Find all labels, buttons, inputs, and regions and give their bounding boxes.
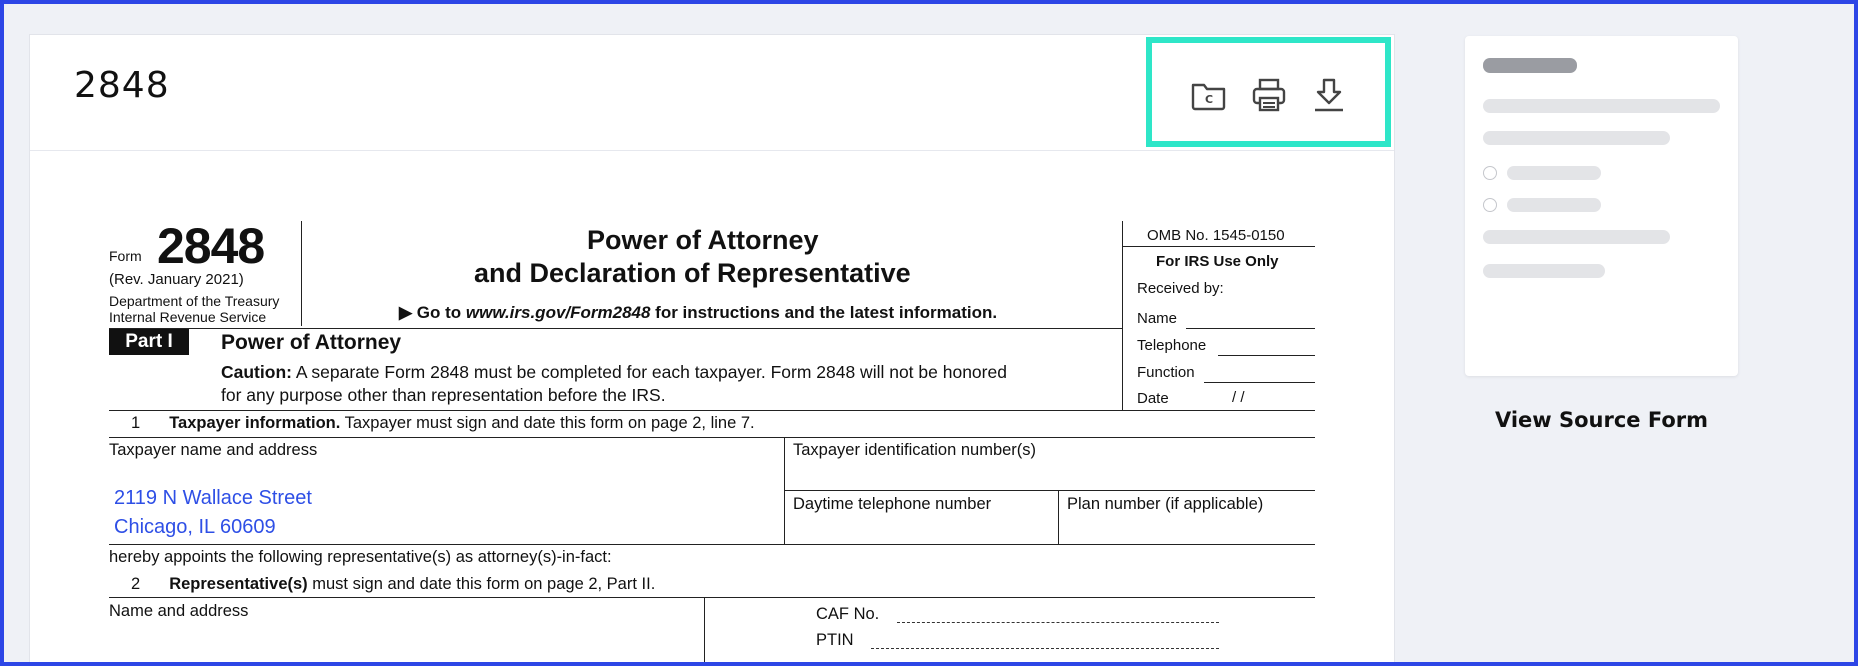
source-form-preview-card[interactable]	[1465, 36, 1738, 376]
skeleton-title-bar	[1483, 58, 1577, 73]
skeleton-line	[1483, 99, 1720, 113]
folder-icon	[1190, 76, 1228, 114]
omb-number: OMB No. 1545-0150	[1147, 227, 1285, 244]
caution-text-line2: for any purpose other than representation before the IRS.	[221, 385, 666, 405]
printer-icon	[1250, 76, 1288, 114]
irs-function-label: Function	[1137, 364, 1195, 381]
skeleton-line	[1483, 264, 1605, 278]
representative-name-label: Name and address	[109, 602, 249, 620]
taxpayer-address-line1[interactable]: 2119 N Wallace Street	[114, 487, 312, 509]
caf-label: CAF No.	[816, 605, 880, 623]
skeleton-line	[1483, 230, 1670, 244]
tin-label: Taxpayer identification number(s)	[793, 441, 1037, 459]
print-button[interactable]	[1250, 76, 1288, 114]
form-title-line2: and Declaration of Representative	[474, 258, 911, 288]
taxpayer-column-divider	[784, 437, 785, 545]
skeleton-radio	[1483, 198, 1497, 212]
irs-telephone-label: Telephone	[1137, 337, 1207, 354]
skeleton-radio	[1483, 166, 1497, 180]
ptin-label: PTIN	[816, 631, 854, 649]
caf-dashed-line	[897, 622, 1219, 623]
irs-date-label: Date	[1137, 390, 1169, 407]
plan-number-label: Plan number (if applicable)	[1067, 495, 1264, 513]
header-divider-left	[301, 221, 302, 326]
header-bottom-rule	[109, 328, 1122, 329]
caution-text-line1: Caution: A separate Form 2848 must be completed for each taxpayer. Form 2848 will not be honored	[221, 362, 1007, 382]
appoints-text: hereby appoints the following representative(s) as attorney(s)-in-fact:	[109, 548, 612, 566]
form-department: Department of the Treasury	[109, 293, 280, 309]
irs-name-line	[1186, 328, 1315, 329]
download-button[interactable]	[1310, 76, 1348, 114]
line2-heading: 2 Representative(s) must sign and date this form on page 2, Part II.	[131, 575, 656, 593]
view-source-form-link[interactable]: View Source Form	[1494, 408, 1709, 432]
document-title: 2848	[74, 65, 170, 106]
form-instructions-link: ▶ Go to www.irs.gov/Form2848 for instructions and the latest information.	[399, 303, 998, 322]
form-2848-page	[79, 185, 1315, 665]
skeleton-line	[1507, 198, 1601, 212]
part-badge: Part I	[109, 329, 189, 355]
tin-rule	[784, 490, 1315, 491]
irs-box-divider	[1122, 221, 1123, 411]
skeleton-line	[1507, 166, 1601, 180]
form-revision: (Rev. January 2021)	[109, 271, 244, 288]
taxpayer-name-label: Taxpayer name and address	[109, 441, 318, 459]
download-icon	[1310, 76, 1348, 114]
phone-plan-divider	[1058, 490, 1059, 545]
form-title-line1: Power of Attorney	[587, 225, 819, 255]
folder-letter: C	[1204, 93, 1213, 106]
irs-use-only-label: For IRS Use Only	[1156, 253, 1279, 270]
line1-rule	[109, 437, 1315, 438]
part-bottom-rule	[109, 410, 1315, 411]
irs-name-label: Name	[1137, 310, 1178, 327]
line2-rule	[109, 597, 1315, 598]
part-title: Power of Attorney	[221, 331, 402, 354]
irs-function-line	[1204, 382, 1315, 383]
omb-underline	[1122, 246, 1315, 247]
form-number: 2848	[157, 218, 265, 274]
form-agency: Internal Revenue Service	[109, 309, 267, 325]
document-toolbar	[1146, 37, 1391, 147]
skeleton-line	[1483, 131, 1670, 145]
irs-telephone-line	[1218, 355, 1315, 356]
taxpayer-block-rule	[109, 544, 1315, 545]
daytime-phone-label: Daytime telephone number	[793, 495, 992, 513]
form-word: Form	[109, 248, 142, 264]
taxpayer-address-line2[interactable]: Chicago, IL 60609	[114, 516, 276, 538]
received-by-label: Received by:	[1137, 280, 1224, 297]
irs-date-slashes: / /	[1232, 389, 1245, 406]
ptin-dashed-line	[871, 648, 1219, 649]
folder-button[interactable]	[1190, 76, 1228, 114]
viewer-header	[30, 35, 1394, 151]
line1-heading: 1 Taxpayer information. Taxpayer must sign and date this form on page 2, line 7.	[131, 414, 755, 432]
representative-column-divider	[704, 597, 705, 666]
